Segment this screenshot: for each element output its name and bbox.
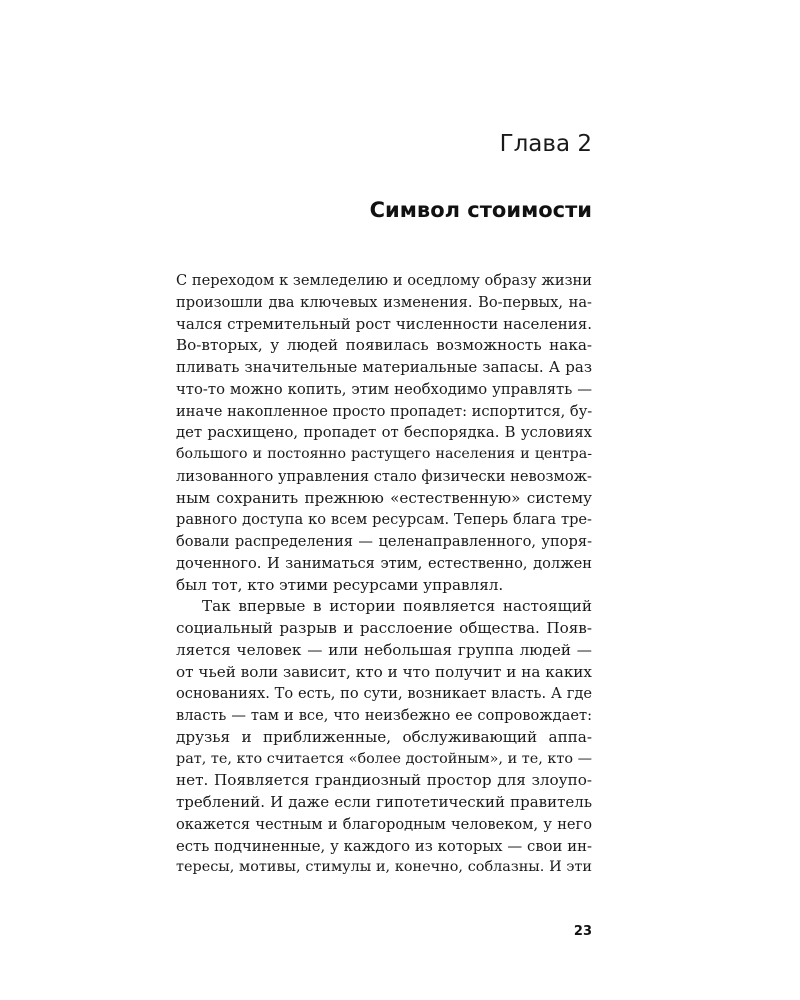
text-line: треблений. И даже если гипотетический правитель: [176, 793, 592, 811]
text-line: есть подчиненные, у каждого из которых — свои ин-: [176, 837, 592, 855]
chapter-title: Символ стоимости: [369, 198, 592, 222]
text-line: бовали распределения — целенаправленного, упоря-: [176, 533, 592, 550]
text-line: иначе накопленное просто пропадет: испортится, бу-: [176, 402, 593, 420]
text-line: доченного. И заниматься этим, естественно, должен: [176, 554, 592, 572]
text-line: большого и постоянно растущего населения и центра-: [176, 446, 592, 462]
text-line: основаниях. То есть, по сути, возникает власть. А где: [176, 685, 592, 703]
page-number: 23: [573, 924, 592, 939]
text-line: друзья и приближенные, обслуживающий аппа-: [176, 727, 592, 746]
text-line: произошли два ключевых изменения. Во-первых, на-: [176, 293, 592, 311]
text-line: нет. Появляется грандиозный простор для злоупо-: [176, 771, 592, 790]
text-line: что-то можно копить, этим необходимо управлять —: [176, 380, 592, 398]
text-line: дет расхищено, пропадет от беспорядка. В условиях: [176, 424, 592, 442]
text-line: был тот, кто этими ресурсами управлял.: [176, 575, 504, 594]
text-line: Во-вторых, у людей появилась возможность нака-: [176, 336, 592, 355]
text-line: пливать значительные материальные запасы. А раз: [176, 358, 592, 376]
text-line: социальный разрыв и расслоение общества. Появ-: [176, 619, 592, 637]
text-line: окажется честным и благородным человеком, у него: [176, 815, 592, 833]
text-line: ным сохранить прежнюю «естественную» систему: [176, 488, 592, 507]
text-line: равного доступа ко всем ресурсам. Теперь блага тре-: [176, 511, 592, 529]
text-line: С переходом к земледелию и оседлому образу жизни: [176, 272, 592, 289]
text-line: власть — там и все, что неизбежно ее сопровождает:: [176, 707, 592, 724]
chapter-label: Глава 2: [499, 131, 592, 157]
text-line: тересы, мотивы, стимулы и, конечно, соблазны. И эти: [176, 859, 592, 876]
text-line: чался стремительный рост численности населения.: [176, 314, 592, 333]
text-line: Так впервые в истории появляется настоящий: [202, 597, 592, 616]
text-line: лизованного управления стало физически невозмож-: [176, 467, 592, 485]
text-line: от чьей воли зависит, кто и что получит и на каких: [176, 662, 592, 681]
text-line: рат, те, кто считается «более достойным», и те, кто —: [176, 750, 592, 767]
text-line: ляется человек — или небольшая группа людей —: [176, 640, 592, 659]
body-text: [176, 270, 592, 879]
